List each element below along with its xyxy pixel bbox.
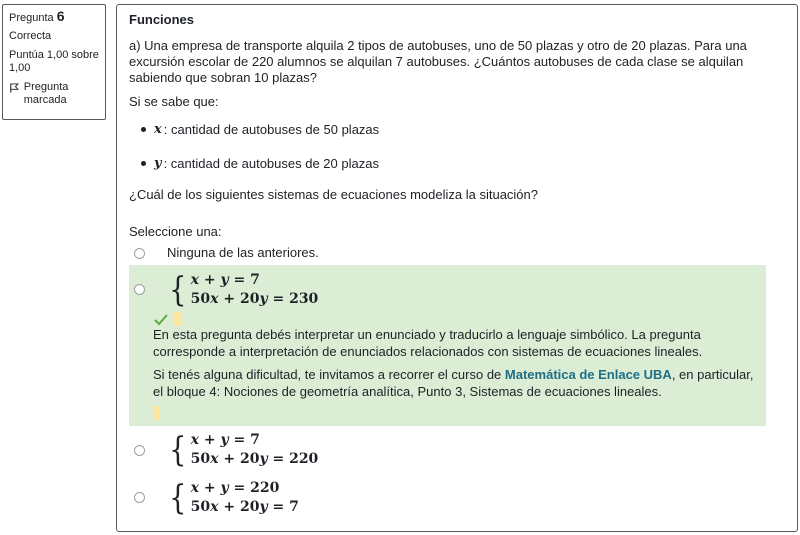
feedback-marker (153, 406, 160, 420)
option-label-1[interactable]: Ninguna de las anteriores. (167, 245, 319, 260)
feedback-text: , en particular, el bloque 4: Nociones de geometría analítica, Punto 3, Sistemas de ecuaciones lineales. (153, 367, 754, 399)
question-text (129, 38, 769, 86)
brace-icon: { (169, 430, 187, 470)
feedback-paragraph-1: En esta pregunta debés interpretar un enunciado y traducirlo a lenguaje simbólico. La pregunta corresponde a interpretación de enunciados relacionados con sistemas de ecuaciones lineales. (153, 327, 703, 359)
flag-question-toggle[interactable] (9, 81, 105, 107)
question-name: Funciones (129, 12, 195, 27)
variable-description: : cantidad de autobuses de 20 plazas (163, 156, 379, 171)
question-number-label: Pregunta (9, 12, 54, 24)
question-number-value: 6 (56, 8, 65, 24)
check-icon (154, 314, 168, 326)
option-equation-system-2[interactable] (167, 271, 318, 309)
feedback-paragraph-2 (153, 366, 763, 400)
bullet-dot (141, 161, 146, 166)
given-intro: Si se sabe que: (129, 94, 219, 109)
question-content (116, 4, 798, 532)
list-item (141, 156, 379, 171)
option-radio-3[interactable] (134, 445, 145, 456)
question-prompt: ¿Cuál de los siguientes sistemas de ecuaciones modeliza la situación? (129, 187, 538, 202)
variable-description: : cantidad de autobuses de 50 plazas (163, 122, 380, 137)
feedback-marker (174, 312, 181, 326)
option-radio-1[interactable] (134, 248, 145, 259)
variable-symbol: y (154, 156, 162, 171)
brace-icon: { (169, 270, 187, 310)
option-radio-4[interactable] (134, 492, 145, 503)
flag-label: Pregunta marcada (23, 81, 69, 106)
list-item (141, 122, 379, 137)
flag-icon[interactable] (9, 82, 20, 94)
option-equation-system-3[interactable] (167, 431, 318, 469)
question-grade: Puntúa 1,00 sobre 1,00 (9, 49, 99, 74)
equation-2: 50x + 20y = 220 (190, 451, 319, 467)
question-info-panel (2, 4, 106, 120)
course-link[interactable]: Matemática de Enlace UBA (504, 367, 672, 382)
equation-2: 50x + 20y = 7 (190, 499, 299, 515)
variable-symbol: x (154, 122, 162, 137)
question-statement: a) Una empresa de transporte alquila 2 tipos de autobuses, uno de 50 plazas y otro de 20 plazas. Para una excursión escolar de 220 alumnos se alquilan 7 autobuses. ¿Cuántos autobuses de cada clase se alquilan sabiendo que sobran 10 plazas? (129, 38, 747, 85)
equation-1: x + y = 7 (190, 432, 260, 448)
option-radio-2[interactable] (134, 284, 145, 295)
feedback-text: Si tenés alguna dificultad, te invitamos a recorrer el curso de (153, 367, 505, 382)
select-label: Seleccione una: (129, 224, 222, 239)
equation-2: 50x + 20y = 230 (190, 291, 319, 307)
equation-1: x + y = 7 (190, 272, 260, 288)
question-state: Correcta (9, 30, 52, 42)
brace-icon: { (169, 478, 187, 518)
question-number (9, 10, 105, 25)
option-equation-system-4[interactable] (167, 479, 299, 517)
bullet-dot (141, 127, 146, 132)
equation-1: x + y = 220 (190, 480, 280, 496)
